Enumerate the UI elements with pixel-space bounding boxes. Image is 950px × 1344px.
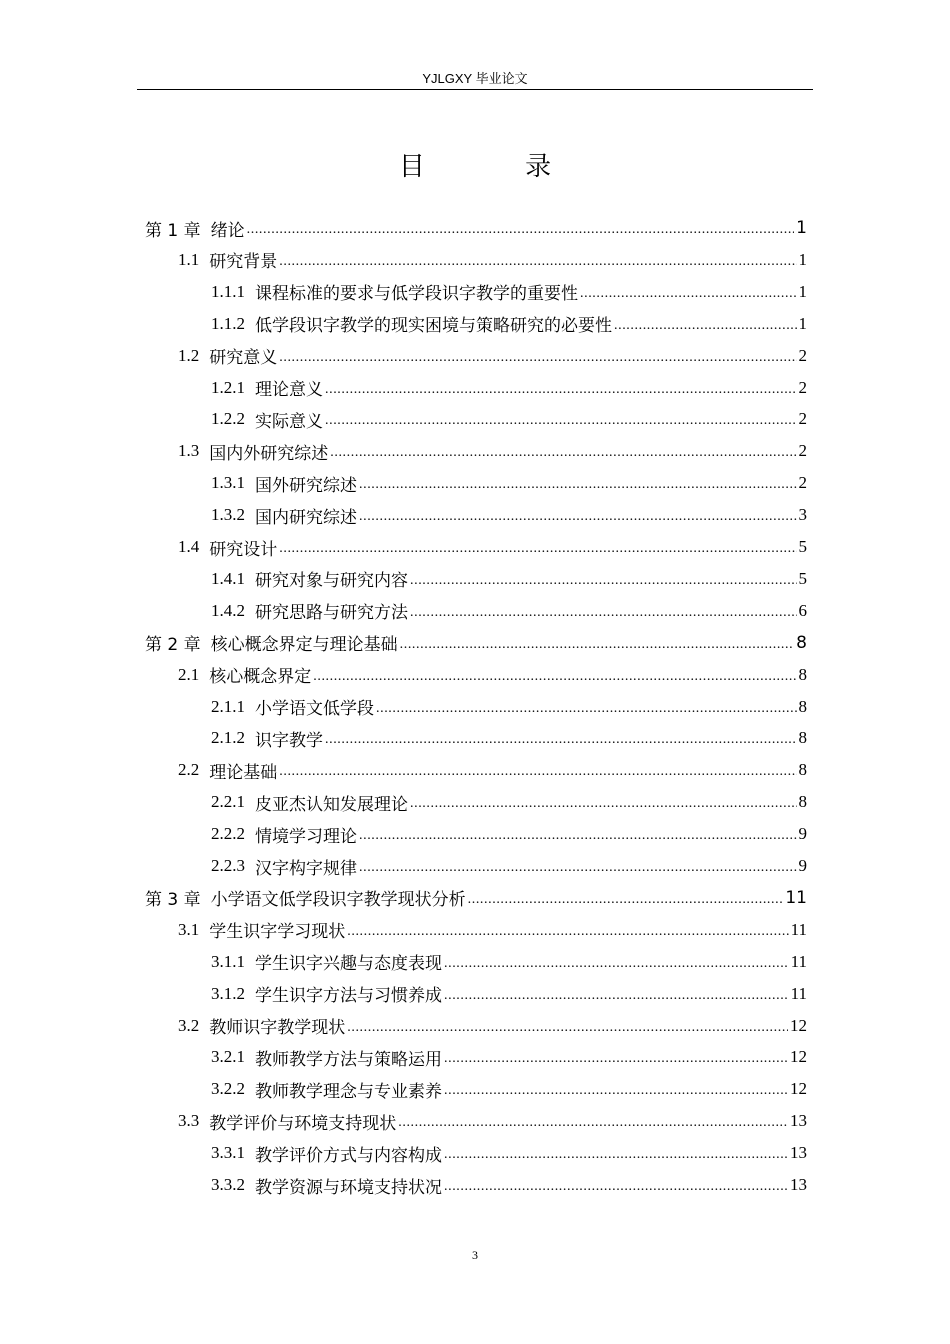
toc-dot-leader [444,984,789,1004]
toc-entry-title: 理论意义 [255,380,323,399]
toc-entry-page: 11 [790,983,807,1003]
toc-entry-page: 2 [798,473,807,493]
toc-entry[interactable] [178,659,807,691]
toc-entry-title: 汉字构字规律 [255,858,357,878]
toc-entry-number: 1.3.1 [211,473,245,493]
toc-dot-leader [325,378,797,398]
toc-dot-leader [325,728,797,748]
toc-entry-title: 研究意义 [209,348,278,368]
toc-dot-leader [468,888,784,908]
toc-entry[interactable] [178,914,807,946]
toc-entry[interactable] [145,627,807,659]
toc-entry[interactable] [178,1105,807,1137]
toc-entry-title: 小学语文低学段识字教学现状分析 [210,890,466,911]
toc-entry-number: 1.4.2 [211,600,245,620]
toc-entry-page: 9 [798,824,807,844]
toc-entry-title: 识字教学 [255,730,323,750]
toc-entry-page: 2 [798,345,807,365]
toc-entry-title: 核心概念界定 [209,667,312,687]
toc-entry-number: 2.2.2 [211,824,245,844]
toc-entry-title: 低学段识字教学的现实困境与策略研究的必要性 [255,316,612,336]
toc-entry-title: 学生识字方法与习惯养成 [255,986,442,1006]
toc-entry[interactable] [211,946,807,978]
toc-dot-leader [410,569,797,589]
toc-entry-number: 第 1 章 [145,220,201,241]
toc-entry-page: 8 [798,760,807,780]
toc-dot-leader [325,409,797,429]
toc-dot-leader [444,1079,788,1099]
toc-entry-number: 1.2.2 [211,409,245,429]
toc-entry-number: 1.3.2 [211,505,245,525]
toc-entry-title: 国外研究综述 [255,475,357,495]
toc-entry-number: 1.1 [178,249,200,269]
toc-dot-leader [398,1111,788,1131]
toc-entry-page: 8 [798,728,807,748]
toc-entry-number: 1.3 [178,441,200,461]
page-number: 3 [472,1248,478,1262]
toc-entry-title: 皮亚杰认知发展理论 [255,794,408,814]
toc-entry[interactable] [211,1041,807,1073]
toc-entry[interactable] [211,595,807,627]
toc-entry-page: 13 [790,1175,807,1194]
toc-entry[interactable] [211,403,807,435]
toc-entry[interactable] [145,882,807,914]
toc-entry-number: 3.1 [178,919,200,939]
toc-entry-page: 2 [798,441,807,461]
toc-entry-title: 学生识字学习现状 [209,922,346,942]
toc-title: 目 录 [398,152,598,182]
toc-entry-title: 实际意义 [255,411,323,431]
toc-entry-number: 第 3 章 [145,890,201,911]
toc-entry-number: 2.2.1 [211,792,245,812]
toc-entry[interactable] [211,276,807,308]
toc-entry-page: 11 [790,919,807,939]
toc-entry[interactable] [178,435,807,467]
toc-dot-leader [444,1143,788,1163]
toc-entry-title: 小学语文低学段 [255,699,374,718]
toc-entry-title: 教师教学理念与专业素养 [255,1081,442,1101]
toc-dot-leader [359,473,797,493]
toc-entry-page: 1 [798,281,807,301]
toc-entry[interactable] [211,308,807,340]
toc-entry-page: 11 [785,887,807,908]
toc-entry[interactable] [211,499,807,531]
toc-entry-page: 8 [798,792,807,812]
toc-dot-leader [279,346,796,366]
toc-entry-page: 12 [790,1079,807,1099]
toc-dot-leader [247,218,795,238]
toc-dot-leader [279,537,796,557]
toc-entry-title: 学生识字兴趣与态度表现 [255,954,442,974]
toc-entry[interactable] [211,978,807,1010]
toc-entry[interactable] [145,212,807,244]
toc-entry[interactable] [178,340,807,372]
toc-entry-title: 教学评价方式与内容构成 [255,1145,442,1165]
toc-entry-number: 3.3 [178,1111,200,1131]
toc-entry-page: 1 [798,313,807,333]
toc-entry[interactable] [211,1137,807,1169]
toc-entry-title: 国内研究综述 [255,507,357,527]
toc-entry-number: 2.1.2 [211,728,245,748]
toc-entry-number: 2.1 [178,664,200,684]
toc-entry-page: 5 [798,568,807,588]
toc-dot-leader [444,1175,788,1195]
toc-entry-page: 9 [798,856,807,875]
toc-entry[interactable] [211,786,807,818]
toc-dot-leader [359,824,797,844]
toc-entry-number: 2.1.1 [211,696,245,716]
toc-dot-leader [279,760,796,780]
toc-entry-title: 研究背景 [209,252,278,272]
toc-entry-title: 教学评价与环境支持现状 [209,1113,397,1133]
toc-entry[interactable] [178,754,807,786]
toc-entry-number: 1.4 [178,537,200,556]
toc-entry[interactable] [211,818,807,850]
toc-entry[interactable] [178,531,807,563]
toc-entry-title: 课程标准的要求与低学段识字教学的重要性 [255,284,578,304]
toc-entry-page: 8 [796,632,807,653]
toc-entry-number: 2.2.3 [211,856,245,875]
toc-entry-title: 教学资源与环境支持状况 [255,1177,442,1197]
toc-entry[interactable] [211,1073,807,1105]
toc-entry[interactable] [211,467,807,499]
toc-entry-title: 核心概念界定与理论基础 [210,635,398,656]
toc-entry-page: 11 [790,951,807,971]
toc-entry[interactable] [211,563,807,595]
toc-entry-page: 1 [796,218,807,238]
toc-entry-page: 3 [798,505,807,525]
toc-entry[interactable] [178,1010,807,1042]
toc-entry-title: 理论基础 [209,762,278,782]
toc-entry[interactable] [211,1169,807,1201]
toc-dot-leader [313,665,796,685]
toc-entry-title: 国内外研究综述 [209,443,329,463]
toc-entry[interactable] [178,244,807,276]
toc-dot-leader [359,856,797,876]
toc-entry-page: 5 [798,537,807,556]
toc-dot-leader [444,1047,788,1067]
toc-dot-leader [410,792,797,812]
toc-entry[interactable] [211,850,807,882]
toc-entry-page: 1 [798,249,807,269]
toc-entry-title: 教师识字教学现状 [209,1018,346,1037]
toc-entry-title: 研究对象与研究内容 [255,571,408,591]
toc-entry[interactable] [211,372,807,404]
toc-entry-page: 13 [790,1111,807,1131]
toc-dot-leader [614,314,797,334]
toc-dot-leader [580,282,797,302]
toc-entry-page: 13 [790,1143,807,1163]
toc-entry-number: 2.2 [178,760,200,780]
toc-entry-title: 绪论 [210,220,245,241]
toc-entry-page: 6 [798,600,807,620]
toc-entry-number: 1.1.1 [211,281,245,301]
toc-entry-number: 3.3.1 [211,1143,245,1163]
toc-entry-number: 3.3.2 [211,1175,245,1194]
toc-dot-leader [347,1016,788,1036]
toc-entry-page: 8 [798,664,807,684]
toc-dot-leader [444,952,789,972]
toc-entry-number: 3.1.2 [211,983,245,1003]
toc-entry-page: 2 [798,409,807,429]
toc-entry-title: 研究思路与研究方法 [255,603,408,623]
toc-entry-number: 第 2 章 [145,635,201,656]
toc-entry-page: 12 [790,1015,807,1035]
toc-entry[interactable] [211,691,807,723]
toc-entry-title: 情境学习理论 [255,826,357,846]
toc-dot-leader [400,633,795,653]
toc-entry-number: 3.2.1 [211,1047,245,1067]
toc-entry-page: 8 [798,696,807,716]
page-header: YJLGXY 毕业论文 [422,71,528,86]
toc-dot-leader [279,250,796,270]
toc-dot-leader [359,505,797,525]
toc-dot-leader [410,601,797,621]
toc-entry-number: 1.4.1 [211,568,245,588]
toc-entry-number: 3.2.2 [211,1079,245,1099]
toc-entry-number: 3.1.1 [211,951,245,971]
toc-entry-number: 3.2 [178,1015,200,1035]
toc-dot-leader [376,697,797,717]
toc-entry-page: 12 [790,1047,807,1067]
toc-entry-number: 1.1.2 [211,313,245,333]
toc-dot-leader [330,441,796,461]
toc-entry-title: 研究设计 [209,539,278,559]
toc-entry-title: 教师教学方法与策略运用 [255,1049,442,1069]
toc-dot-leader [347,920,788,940]
toc-entry-number: 1.2 [178,345,200,365]
toc-entry-page: 2 [798,377,807,397]
toc-entry-number: 1.2.1 [211,377,245,397]
header-divider [137,89,813,90]
toc-entry[interactable] [211,722,807,754]
